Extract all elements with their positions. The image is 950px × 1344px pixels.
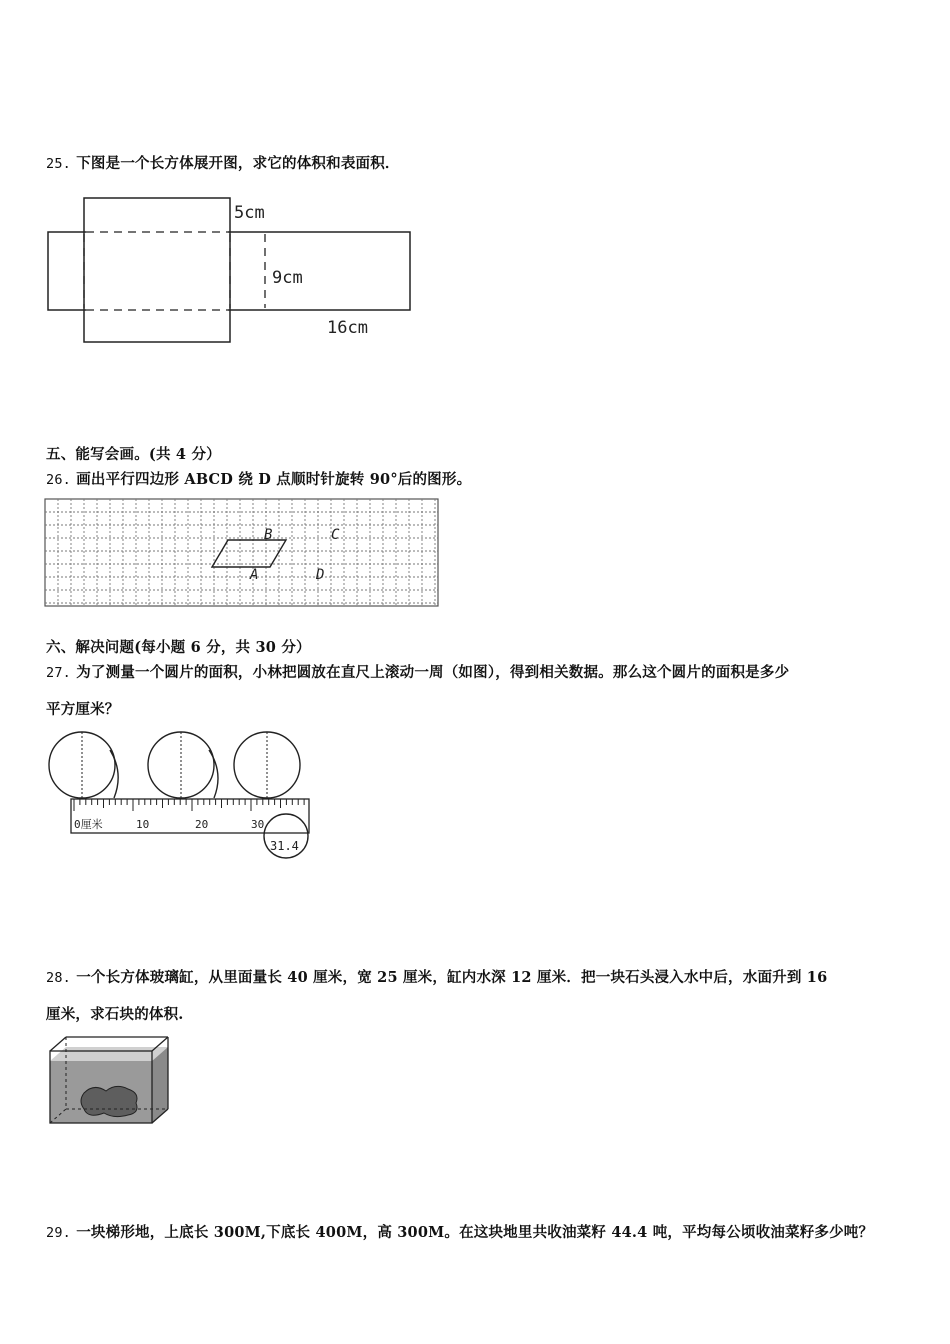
q28-text-line1: 一个长方体玻璃缸，从里面量长 40 厘米，宽 25 厘米，缸内水深 12 厘米．把一块石头浸入水中后，水面升到 16 bbox=[76, 969, 828, 986]
rolling-circle-figure bbox=[44, 728, 316, 868]
ruler-reading: 31.4 bbox=[270, 839, 299, 853]
grid-figure bbox=[44, 498, 440, 608]
point-b: B bbox=[264, 527, 273, 543]
cuboid-net-figure bbox=[40, 190, 420, 350]
q25-number: 25. bbox=[46, 156, 71, 172]
glass-tank-figure bbox=[44, 1033, 174, 1128]
ruler-label-20: 20 bbox=[195, 818, 209, 831]
q27-text-line2: 平方厘米？ bbox=[46, 701, 120, 718]
ruler-label-30: 30 bbox=[251, 818, 265, 831]
q26-line bbox=[46, 468, 471, 489]
water-top bbox=[50, 1047, 168, 1061]
parallelogram-abcd bbox=[212, 540, 286, 567]
point-c: C bbox=[331, 527, 340, 543]
q28-number: 28. bbox=[46, 970, 71, 986]
ruler-label-0: 0厘米 bbox=[74, 818, 103, 831]
label-16cm: 16cm bbox=[327, 318, 368, 338]
ruler bbox=[71, 799, 309, 833]
q29-line bbox=[46, 1221, 873, 1242]
ruler-label-10: 10 bbox=[136, 818, 150, 831]
section6-title: 六、解决问题(每小题 6 分，共 30 分） bbox=[46, 639, 311, 656]
q29-number: 29. bbox=[46, 1225, 71, 1241]
point-d: D bbox=[316, 567, 325, 583]
q29-text: 一块梯形地，上底长 300M,下底长 400M，高 300M。在这块地里共收油菜籽 44.4 吨，平均每公顷收油菜籽多少吨？ bbox=[76, 1224, 874, 1241]
point-a: A bbox=[250, 567, 259, 583]
q27-text-line1: 为了测量一个圆片的面积，小林把圆放在直尺上滚动一周（如图），得到相关数据。那么这个圆片的面积是多少 bbox=[76, 664, 790, 681]
q28-line1 bbox=[46, 966, 827, 987]
net-top-bottom-faces bbox=[84, 198, 230, 342]
net-band bbox=[48, 232, 410, 310]
roll-arrow-2 bbox=[209, 750, 218, 798]
label-9cm: 9cm bbox=[272, 268, 303, 288]
section5-title: 五、能写会画。(共 4 分） bbox=[46, 446, 221, 463]
label-5cm: 5cm bbox=[234, 203, 265, 223]
q25-line bbox=[46, 152, 400, 173]
q27-line1 bbox=[46, 661, 789, 682]
stone bbox=[81, 1086, 137, 1116]
q26-text: 画出平行四边形 ABCD 绕 D 点顺时针旋转 90°后的图形。 bbox=[76, 471, 472, 488]
q27-number: 27. bbox=[46, 665, 71, 681]
q25-text: 下图是一个长方体展开图，求它的体积和表面积． bbox=[76, 155, 400, 172]
q26-number: 26. bbox=[46, 472, 71, 488]
q28-text-line2: 厘米，求石块的体积. bbox=[46, 1006, 184, 1023]
